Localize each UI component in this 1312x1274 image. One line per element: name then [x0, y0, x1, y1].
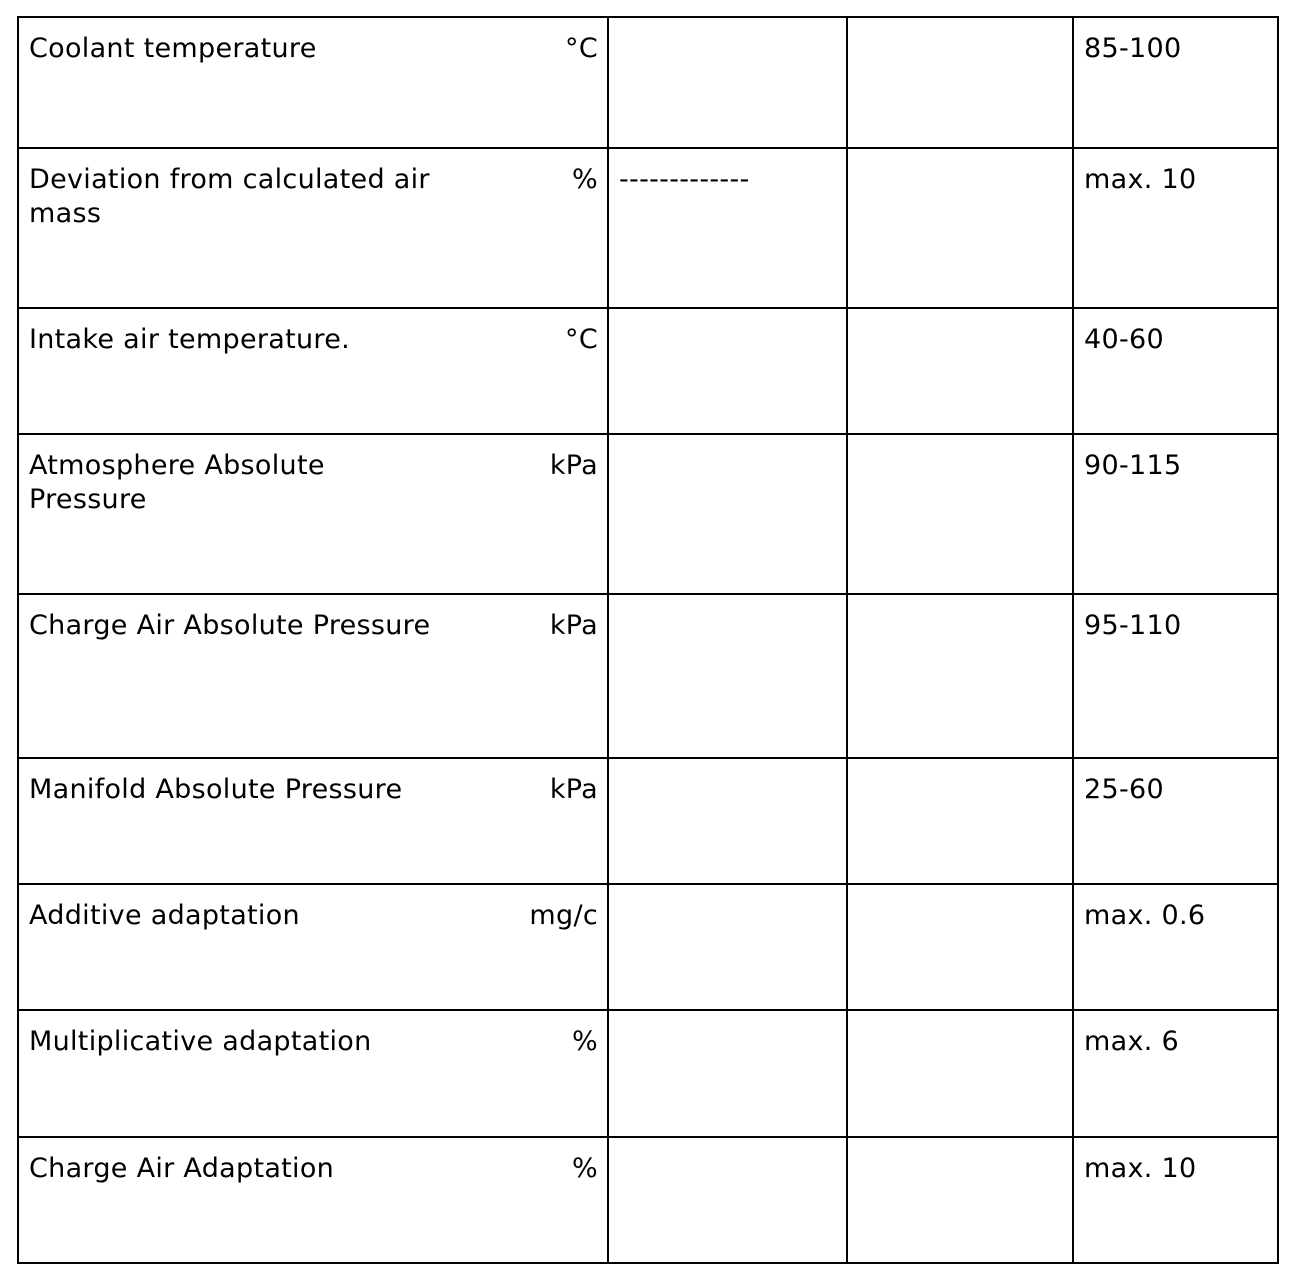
value-cell	[847, 1137, 1073, 1263]
value-cell	[608, 594, 847, 758]
value-text	[609, 595, 846, 609]
parameter-cell	[18, 1137, 608, 1263]
parameter-cell	[18, 308, 608, 434]
spec-cell	[1073, 434, 1278, 594]
parameter-unit: °C	[565, 324, 598, 355]
spec-cell	[1073, 308, 1278, 434]
spec-cell	[1073, 594, 1278, 758]
value-text	[609, 309, 846, 323]
value-cell	[608, 884, 847, 1010]
value-cell	[608, 17, 847, 148]
spec-value: 40-60	[1084, 324, 1164, 355]
value-cell	[608, 434, 847, 594]
value-text	[848, 1138, 1072, 1152]
spec-cell	[1073, 1137, 1278, 1263]
value-cell	[847, 594, 1073, 758]
table-row	[18, 1010, 1278, 1137]
parameter-cell	[18, 884, 608, 1010]
spec-cell	[1073, 1010, 1278, 1137]
value-cell	[847, 148, 1073, 308]
value-cell	[608, 308, 847, 434]
spec-cell	[1073, 148, 1278, 308]
value-text	[609, 435, 846, 449]
value-text	[848, 18, 1072, 32]
value-text	[609, 885, 846, 899]
table-row	[18, 17, 1278, 148]
value-cell	[847, 434, 1073, 594]
parameter-name: Coolant temperature	[29, 33, 317, 64]
spec-value: max. 0.6	[1084, 900, 1206, 931]
parameter-cell	[18, 1010, 608, 1137]
value-text	[848, 149, 1072, 163]
value-cell	[608, 1010, 847, 1137]
value-text: -------------	[619, 164, 750, 195]
parameter-unit: %	[572, 164, 598, 195]
parameter-name: Additive adaptation	[29, 900, 300, 931]
parameter-unit: kPa	[549, 774, 598, 805]
specification-table	[17, 16, 1279, 1264]
parameter-cell	[18, 758, 608, 884]
parameter-cell	[18, 594, 608, 758]
parameter-name: Deviation from calculated air mass	[29, 164, 430, 229]
value-cell	[847, 308, 1073, 434]
spec-value: 85-100	[1084, 33, 1182, 64]
value-cell	[608, 1137, 847, 1263]
parameter-unit: kPa	[549, 450, 598, 481]
spec-cell	[1073, 17, 1278, 148]
parameter-unit: %	[572, 1026, 598, 1057]
table-row	[18, 308, 1278, 434]
parameter-unit: °C	[565, 33, 598, 64]
spec-value: 95-110	[1084, 610, 1182, 641]
parameter-unit: %	[572, 1153, 598, 1184]
parameter-name: Charge Air Absolute Pressure	[29, 610, 431, 641]
parameter-cell	[18, 17, 608, 148]
parameter-name: Charge Air Adaptation	[29, 1153, 335, 1184]
parameter-cell	[18, 434, 608, 594]
parameter-unit: kPa	[549, 610, 598, 641]
value-cell	[608, 758, 847, 884]
spec-value: max. 10	[1084, 1153, 1197, 1184]
value-cell	[847, 758, 1073, 884]
value-text	[848, 885, 1072, 899]
spec-value: 90-115	[1084, 450, 1182, 481]
parameter-unit: mg/c	[529, 900, 598, 931]
spec-cell	[1073, 758, 1278, 884]
value-cell	[847, 884, 1073, 1010]
table-row	[18, 884, 1278, 1010]
table-row	[18, 148, 1278, 308]
value-text	[848, 595, 1072, 609]
value-cell	[847, 17, 1073, 148]
parameter-name: Multiplicative adaptation	[29, 1026, 372, 1057]
value-text	[609, 759, 846, 773]
table-row	[18, 594, 1278, 758]
spec-cell	[1073, 884, 1278, 1010]
spec-value: max. 10	[1084, 164, 1197, 195]
value-text	[848, 1011, 1072, 1025]
spec-value: 25-60	[1084, 774, 1164, 805]
value-text	[848, 435, 1072, 449]
spec-value: max. 6	[1084, 1026, 1179, 1057]
parameter-name: Manifold Absolute Pressure	[29, 774, 403, 805]
value-cell	[608, 148, 847, 308]
parameter-name: Atmosphere Absolute Pressure	[29, 450, 325, 515]
value-text	[609, 1138, 846, 1152]
parameter-name: Intake air temperature.	[29, 324, 350, 355]
value-text	[609, 18, 846, 32]
value-text	[848, 309, 1072, 323]
table-row	[18, 758, 1278, 884]
table-row	[18, 1137, 1278, 1263]
table-row	[18, 434, 1278, 594]
value-text	[848, 759, 1072, 773]
parameter-cell	[18, 148, 608, 308]
value-text	[609, 1011, 846, 1025]
value-cell	[847, 1010, 1073, 1137]
